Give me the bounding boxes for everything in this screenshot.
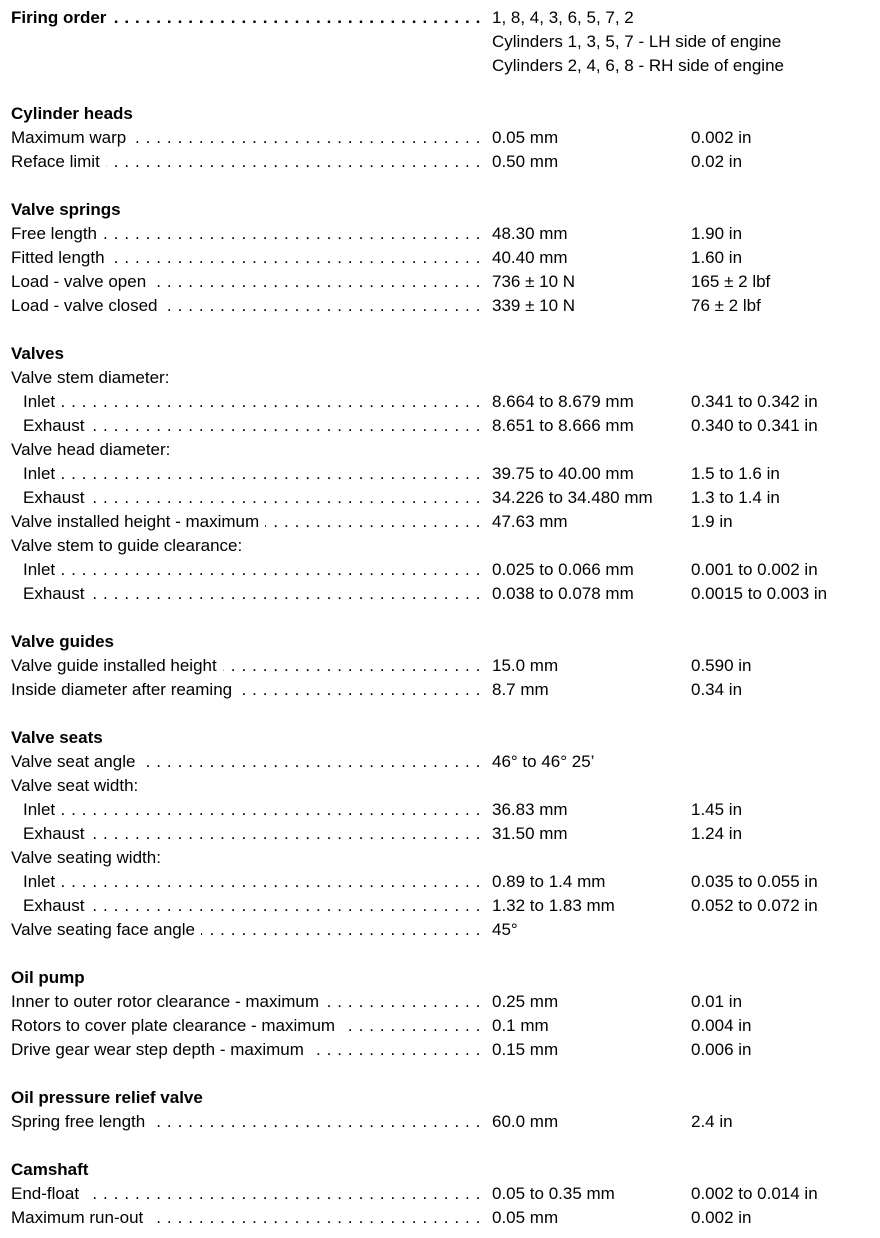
imperial-value: 1.9 in [691, 512, 733, 531]
spec-row [11, 246, 871, 270]
spec-row [11, 294, 871, 318]
metric-value: 0.025 to 0.066 mm [492, 560, 634, 579]
spec-label: Valve head diameter: [11, 440, 176, 459]
firing-order-rh-note: Cylinders 2, 4, 6, 8 - RH side of engine [492, 56, 784, 75]
imperial-value: 1.5 to 1.6 in [691, 464, 780, 483]
metric-value: 8.651 to 8.666 mm [492, 416, 634, 435]
spec-row [11, 582, 871, 606]
spec-label: Inlet [23, 800, 61, 819]
spec-label: Valve stem to guide clearance: [11, 536, 248, 555]
spec-label: Inside diameter after reaming [11, 680, 238, 699]
imperial-value: 0.002 in [691, 128, 752, 147]
imperial-value: 76 ± 2 lbf [691, 296, 761, 315]
spec-label: Rotors to cover plate clearance - maximum [11, 1016, 341, 1035]
spec-row [11, 270, 871, 294]
spec-label: Valve installed height - maximum [11, 512, 265, 531]
spec-row [11, 438, 871, 462]
firing-order-lh-note: Cylinders 1, 3, 5, 7 - LH side of engine [492, 32, 782, 51]
metric-value: 48.30 mm [492, 224, 568, 243]
spec-label: Exhaust [23, 584, 90, 603]
metric-value: 36.83 mm [492, 800, 568, 819]
section-spacer [11, 606, 871, 630]
spec-row [11, 654, 871, 678]
imperial-value: 0.035 to 0.055 in [691, 872, 818, 891]
imperial-value: 0.0015 to 0.003 in [691, 584, 828, 603]
spec-row [11, 990, 871, 1014]
imperial-value: 0.006 in [691, 1040, 752, 1059]
imperial-value: 0.02 in [691, 152, 743, 171]
metric-value: 0.15 mm [492, 1040, 559, 1059]
spec-row [11, 414, 871, 438]
imperial-value: 1.45 in [691, 800, 743, 819]
metric-value: 8.7 mm [492, 680, 549, 699]
spec-row [11, 918, 871, 942]
spec-label: Spring free length [11, 1112, 151, 1131]
section-spacer [11, 174, 871, 198]
firing-order-value: 1, 8, 4, 3, 6, 5, 7, 2 [492, 8, 634, 27]
spec-label: Inlet [23, 392, 61, 411]
imperial-value: 0.001 to 0.002 in [691, 560, 818, 579]
spec-row [11, 510, 871, 534]
spec-label: Valve seating width: [11, 848, 167, 867]
firing-order-label: Firing order [11, 8, 112, 27]
spec-row [11, 774, 871, 798]
metric-value: 0.50 mm [492, 152, 559, 171]
section-spacer [11, 1134, 871, 1158]
metric-value: 47.63 mm [492, 512, 568, 531]
metric-value: 0.25 mm [492, 992, 559, 1011]
spec-label: Inlet [23, 464, 61, 483]
imperial-value: 1.3 to 1.4 in [691, 488, 780, 507]
spec-label: Free length [11, 224, 103, 243]
section-heading: Valve seats [11, 728, 103, 747]
spec-row [11, 798, 871, 822]
firing-order-rh-row [11, 54, 871, 78]
imperial-value: 0.052 to 0.072 in [691, 896, 818, 915]
section-heading: Valve guides [11, 632, 114, 651]
metric-value: 40.40 mm [492, 248, 568, 267]
spec-row [11, 486, 871, 510]
imperial-value: 165 ± 2 lbf [691, 272, 771, 291]
metric-value: 8.664 to 8.679 mm [492, 392, 634, 411]
metric-value: 60.0 mm [492, 1112, 559, 1131]
metric-value: 39.75 to 40.00 mm [492, 464, 634, 483]
spec-row [11, 1206, 871, 1230]
metric-value: 1.32 to 1.83 mm [492, 896, 615, 915]
spec-label: Valve seat width: [11, 776, 144, 795]
spec-label: Fitted length [11, 248, 111, 267]
imperial-value: 0.340 to 0.341 in [691, 416, 818, 435]
spec-row [11, 822, 871, 846]
section-heading: Cylinder heads [11, 104, 133, 123]
section-heading: Valves [11, 344, 64, 363]
spec-label: Load - valve closed [11, 296, 163, 315]
metric-value: 0.05 to 0.35 mm [492, 1184, 615, 1203]
section-heading: Valve springs [11, 200, 121, 219]
spec-label: Exhaust [23, 896, 90, 915]
imperial-value: 1.24 in [691, 824, 743, 843]
spec-row [11, 1014, 871, 1038]
section-heading: Camshaft [11, 1160, 89, 1179]
spec-row [11, 1038, 871, 1062]
spec-row [11, 534, 871, 558]
spec-label: Inlet [23, 872, 61, 891]
metric-value: 0.05 mm [492, 128, 559, 147]
metric-value: 736 ± 10 N [492, 272, 576, 291]
spec-row [11, 1182, 871, 1206]
metric-value: 45° [492, 920, 518, 939]
spec-label: Valve seating face angle [11, 920, 201, 939]
section-heading: Oil pump [11, 968, 85, 987]
spec-row [11, 462, 871, 486]
spec-row [11, 366, 871, 390]
spec-label: Load - valve open [11, 272, 152, 291]
imperial-value: 1.90 in [691, 224, 743, 243]
imperial-value: 0.002 to 0.014 in [691, 1184, 818, 1203]
imperial-value: 0.34 in [691, 680, 743, 699]
imperial-value: 0.01 in [691, 992, 743, 1011]
spec-sections [11, 78, 871, 1230]
metric-value: 339 ± 10 N [492, 296, 576, 315]
imperial-value: 0.341 to 0.342 in [691, 392, 818, 411]
metric-value: 0.05 mm [492, 1208, 559, 1227]
metric-value: 0.038 to 0.078 mm [492, 584, 634, 603]
metric-value: 0.89 to 1.4 mm [492, 872, 606, 891]
spec-label: Valve seat angle [11, 752, 141, 771]
spec-label: Exhaust [23, 824, 90, 843]
imperial-value: 0.002 in [691, 1208, 752, 1227]
spec-row [11, 558, 871, 582]
spec-row [11, 750, 871, 774]
metric-value: 34.226 to 34.480 mm [492, 488, 653, 507]
section-spacer [11, 78, 871, 102]
spec-label: Valve stem diameter: [11, 368, 175, 387]
imperial-value: 2.4 in [691, 1112, 733, 1131]
metric-value: 46° to 46° 25’ [492, 752, 595, 771]
section-spacer [11, 1062, 871, 1086]
spec-label: Inner to outer rotor clearance - maximum [11, 992, 325, 1011]
metric-value: 15.0 mm [492, 656, 559, 675]
spec-row [11, 1110, 871, 1134]
spec-sheet [11, 6, 871, 1230]
section-heading: Oil pressure relief valve [11, 1088, 203, 1107]
firing-order-lh-row [11, 30, 871, 54]
spec-label: Drive gear wear step depth - maximum [11, 1040, 310, 1059]
spec-label: Maximum run-out [11, 1208, 149, 1227]
spec-label: Reface limit [11, 152, 106, 171]
spec-row [11, 222, 871, 246]
spec-row [11, 150, 871, 174]
spec-label: Exhaust [23, 416, 90, 435]
section-spacer [11, 318, 871, 342]
metric-value: 0.1 mm [492, 1016, 549, 1035]
spec-label: Inlet [23, 560, 61, 579]
spec-row [11, 870, 871, 894]
spec-label: Maximum warp [11, 128, 132, 147]
spec-row [11, 126, 871, 150]
spec-label: Valve guide installed height [11, 656, 223, 675]
spec-row [11, 846, 871, 870]
spec-label: End-float [11, 1184, 85, 1203]
section-spacer [11, 942, 871, 966]
spec-row [11, 390, 871, 414]
imperial-value: 1.60 in [691, 248, 743, 267]
imperial-value: 0.590 in [691, 656, 752, 675]
metric-value: 31.50 mm [492, 824, 568, 843]
section-spacer [11, 702, 871, 726]
imperial-value: 0.004 in [691, 1016, 752, 1035]
spec-row [11, 894, 871, 918]
spec-row [11, 678, 871, 702]
firing-order-row [11, 6, 871, 30]
spec-label: Exhaust [23, 488, 90, 507]
